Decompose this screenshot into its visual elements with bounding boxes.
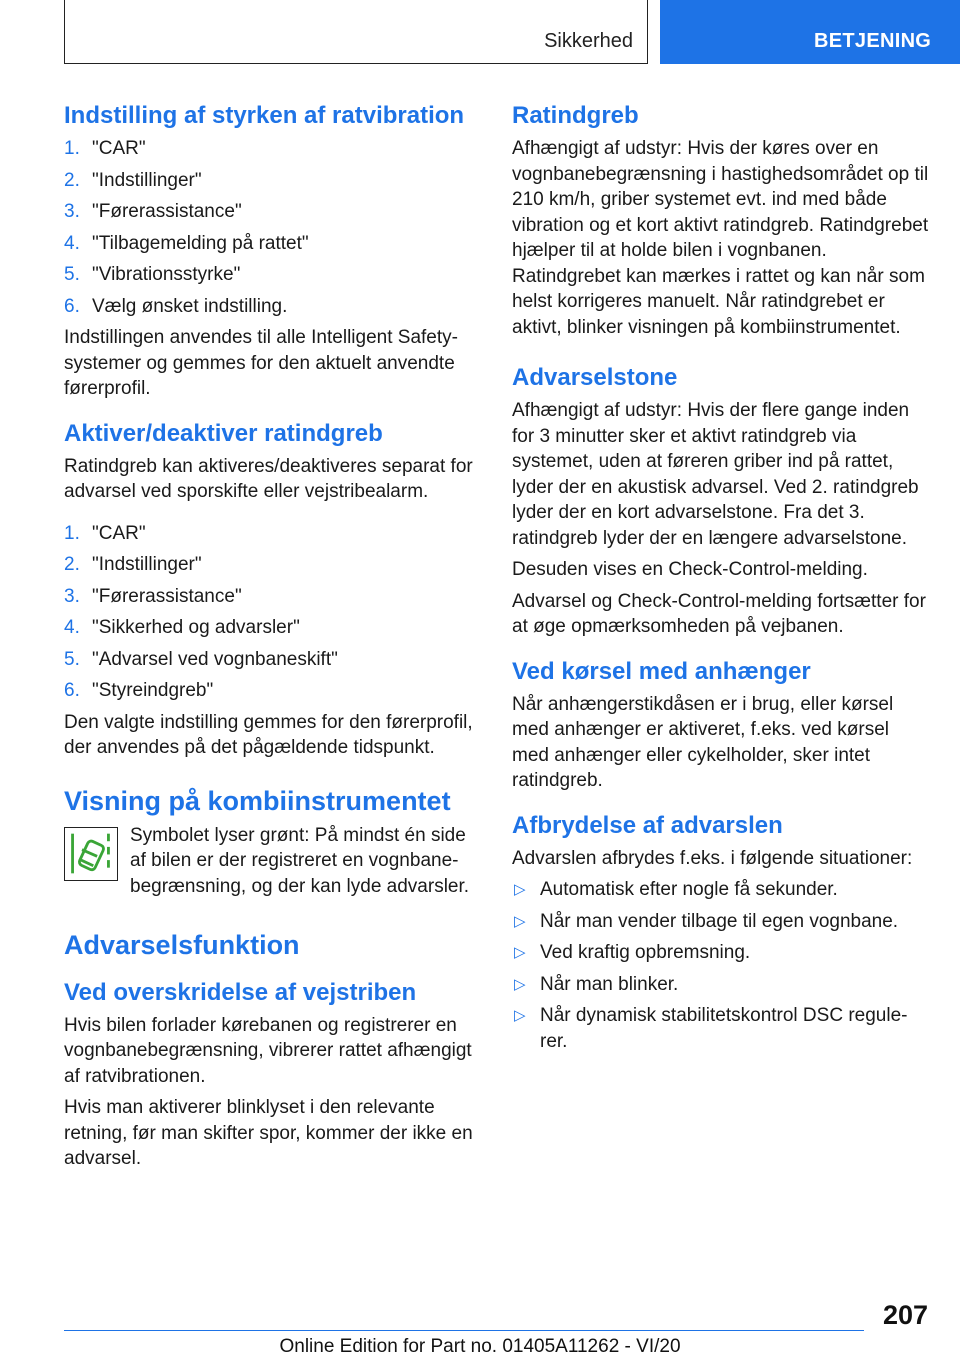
list-item: 5. "Advarsel ved vognbaneskift" [64,648,338,670]
list-item: 1. "CAR" [64,522,146,544]
bullet-list [512,877,930,1054]
paragraph-symbol: Symbolet lyser grønt: På mindst én side af bilen er der registreret en vognbane-begrænsning, og der kan lyde advarsler. [130,824,470,897]
footer-edition: Online Edition for Part no. 01405A11262 - VI/20 [279,1336,681,1357]
list-item: 1. "CAR" [64,138,146,159]
triangle-bullet-icon: ▷ [514,1007,526,1024]
paragraph-check-control: Desuden vises en Check-Control-melding. [512,559,868,580]
list-item: 3. "Førerassistance" [64,201,242,222]
footer-rule [64,1330,864,1331]
steps-list-2 [64,521,482,704]
heading-crossing: Ved overskridelse af vejstriben [64,978,417,1006]
paragraph-interrupt: Advarslen afbrydes f.eks. i følgende situationer: [512,847,913,869]
list-item: 4. "Sikkerhed og advarsler" [64,617,300,638]
paragraph-toggle: Ratindgreb kan aktiveres/deaktiveres separat for advarsel ved sporskifte eller vejstribealarm. [64,455,473,502]
list-item: ▷ Når man blinker. [512,972,930,998]
list-item: 3. "Førerassistance" [64,585,242,607]
triangle-bullet-icon: ▷ [514,975,526,993]
paragraph-tone: Afhængigt af udstyr: Hvis der flere gange inden for 3 minutter sker et aktivt ratindgreb via systemet, uden at føreren griber ind på rattet, lyder der en akustisk advarsel. Ved 2. ratindgreb lyder der en kort advarselstone. Fra det 3. ratindgreb lyder der en længere advarselstone. [512,400,919,549]
paragraph-continue: Advarsel og Check-Control-melding fortsætter for at øge opmærksomheden på vejbanen. [512,590,926,637]
heading-trailer: Ved kørsel med anhænger [512,657,811,685]
heading-tone: Advarselstone [512,364,678,391]
lane-departure-icon [64,827,118,881]
left-column [64,100,482,1178]
list-item: 2. "Indstillinger" [64,169,202,191]
triangle-bullet-icon: ▷ [514,944,526,961]
steps-list-1 [64,136,482,319]
list-item: 4. "Tilbagemelding på rattet" [64,232,309,254]
list-item: 6. "Styreindgreb" [64,680,214,701]
list-item: 6. Vælg ønsket indstilling. [64,295,288,317]
triangle-bullet-icon: ▷ [514,912,526,930]
paragraph-crossing-1: Hvis bilen forlader kørebanen og registrerer en vognbanebegrænsning, vibrerer rattet afhængigt af ratvibrationen. [64,1014,472,1087]
heading-strength: Indstilling af styrken af ratvibration [64,102,465,129]
paragraph-trailer: Når anhængerstikdåsen er i brug, eller kørsel med anhænger er aktiveret, f.eks. ved kørsel med anhænger eller cykelholder, sker intet ratindgreb. [512,693,894,791]
list-item: ▷ Når dynamisk stabilitetskontrol DSC regule-rer. [514,1005,908,1052]
paragraph-saved: Den valgte indstilling gemmes for den førerprofil, der anvendes på det pågældende tidspunkt. [64,711,473,758]
header-box [64,0,648,64]
list-item: 5. "Vibrationsstyrke" [64,264,241,285]
list-item: ▷ Når man vender tilbage til egen vognbane. [512,909,930,935]
list-item: 2. "Indstillinger" [64,554,202,575]
heading-steering: Ratindgreb [512,102,639,129]
symbol-block [64,823,482,901]
heading-function: Advarselsfunktion [64,929,300,960]
page-number: 207 [882,1300,928,1330]
header-section-title: Sikkerhed [544,30,633,52]
list-item: ▷ Ved kraftig opbremsning. [512,940,930,966]
heading-interrupt: Afbrydelse af advarslen [512,811,783,839]
paragraph-crossing-2: Hvis man aktiverer blinklyset i den relevante retning, før man skifter spor, kommer der ikke en advarsel. [64,1097,473,1169]
heading-toggle: Aktiver/deaktiver ratindgreb [64,419,383,447]
right-column [512,100,930,1060]
paragraph-applies: Indstillingen anvendes til alle Intelligent Safety-systemer og gemmes for den aktuelt anvendte førerprofil. [64,327,458,399]
list-item: ▷ Automatisk efter nogle få sekunder. [512,877,930,903]
paragraph-steering: Afhængigt af udstyr: Hvis der køres over en vognbanebegrænsning i hastighedsområdet op til 210 km/h, griber systemet evt. ind med både vibration og et kort aktivt ratindgreb. Ratindgrebet hjælper til at holde bilen i vognbanen. Ratindgrebet kan mærkes i rattet og kan når som helst korrigeres manuelt. Når ratindgrebet er aktivt, blinker visningen på kombiinstrumentet. [512,138,929,338]
heading-cluster: Visning på kombiinstrumentet [64,785,451,816]
header-tab: BETJENING [660,0,960,64]
triangle-bullet-icon: ▷ [514,881,526,898]
